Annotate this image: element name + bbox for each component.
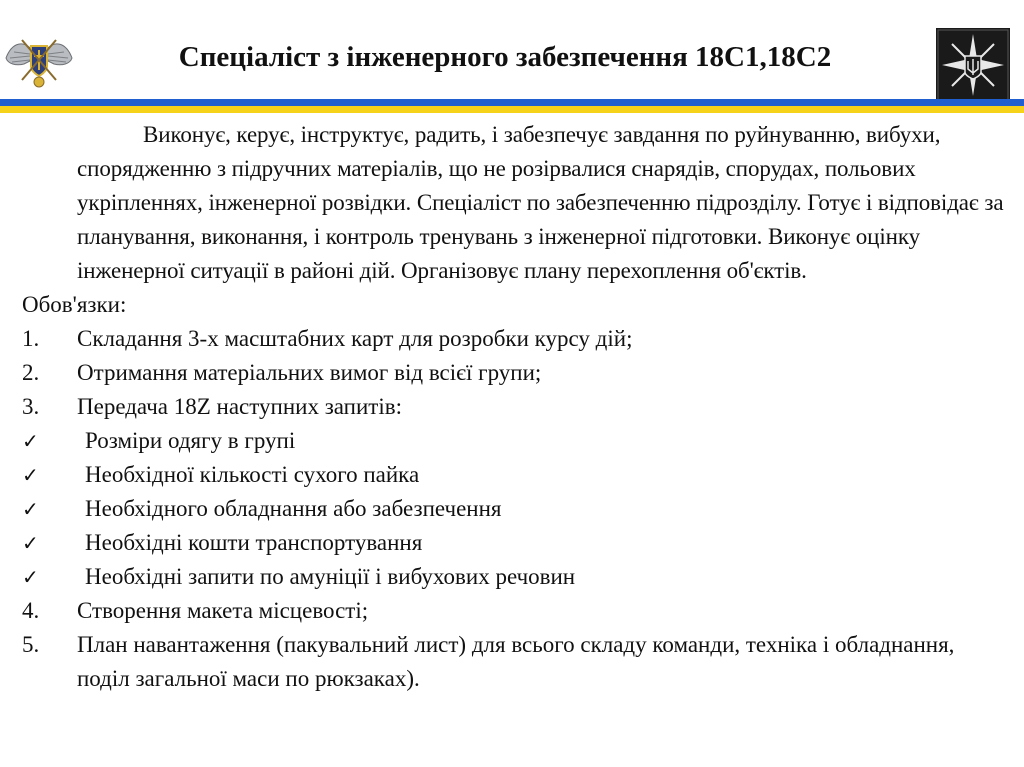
list-item bbox=[22, 356, 1012, 390]
checkmark-icon: ✓ bbox=[22, 565, 39, 589]
page-title: Спеціаліст з інженерного забезпечення 18С1,18С2 bbox=[178, 41, 832, 73]
checklist-item-text: Необхідні кошти транспортування bbox=[85, 530, 423, 555]
checklist-item bbox=[22, 560, 1012, 594]
list-marker: 2. bbox=[22, 360, 40, 385]
checklist-item bbox=[22, 458, 1012, 492]
list-marker: 1. bbox=[22, 326, 40, 351]
checklist-item-text: Необхідної кількості сухого пайка bbox=[85, 462, 420, 487]
list-item-text: Складання 3-х масштабних карт для розробки курсу дій; bbox=[77, 326, 633, 351]
list-marker: 4. bbox=[22, 598, 40, 623]
slide-header bbox=[0, 0, 1024, 118]
header-stripe-blue bbox=[0, 99, 1024, 106]
list-item bbox=[22, 594, 1012, 628]
list-marker: 3. bbox=[22, 394, 40, 419]
checkmark-icon: ✓ bbox=[22, 429, 39, 453]
list-item-text: План навантаження (пакувальний лист) для всього складу команди, техніка і обладнання, поділ загальної маси по рюкзаках). bbox=[77, 632, 955, 691]
list-marker: 5. bbox=[22, 632, 40, 657]
list-item bbox=[22, 322, 1012, 356]
duties-heading: Обов'язки: bbox=[22, 292, 127, 317]
checklist-item-text: Розміри одягу в групі bbox=[85, 428, 296, 453]
checkmark-icon: ✓ bbox=[22, 531, 39, 555]
checklist-item-text: Необхідні запити по амуніції і вибухових речовин bbox=[85, 564, 576, 589]
list-item bbox=[22, 628, 1012, 696]
list-item-text: Створення макета місцевості; bbox=[77, 598, 369, 623]
slide-body bbox=[22, 118, 1012, 696]
checkmark-icon: ✓ bbox=[22, 497, 39, 521]
intro-paragraph: Виконує, керує, інструктує, радить, і забезпечує завдання по руйнуванню, вибухи, спорядженню з підручних матеріалів, що не розірвалися снарядів, спорудах, польових укріпленнях, інженерної розвідки. Спеціаліст по забезпеченню підрозділу. Готує і відповідає за планування, виконання, і контроль тренувань з інженерної підготовки. Виконує оцінку інженерної ситуації в районі дій. Організовує плану перехоплення об'єктів. bbox=[77, 122, 1004, 283]
checkmark-icon: ✓ bbox=[22, 463, 39, 487]
checklist-item bbox=[22, 526, 1012, 560]
list-item bbox=[22, 390, 1012, 424]
header-stripe-yellow bbox=[0, 106, 1024, 113]
checklist-item-text: Необхідного обладнання або забезпечення bbox=[85, 496, 502, 521]
checklist-item bbox=[22, 424, 1012, 458]
checklist-item bbox=[22, 492, 1012, 526]
list-item-text: Передача 18Z наступних запитів: bbox=[77, 394, 402, 419]
trident-star-emblem-icon bbox=[936, 28, 1010, 102]
list-item-text: Отримання матеріальних вимог від всієї групи; bbox=[77, 360, 542, 385]
engineer-corps-emblem-icon bbox=[2, 28, 76, 92]
